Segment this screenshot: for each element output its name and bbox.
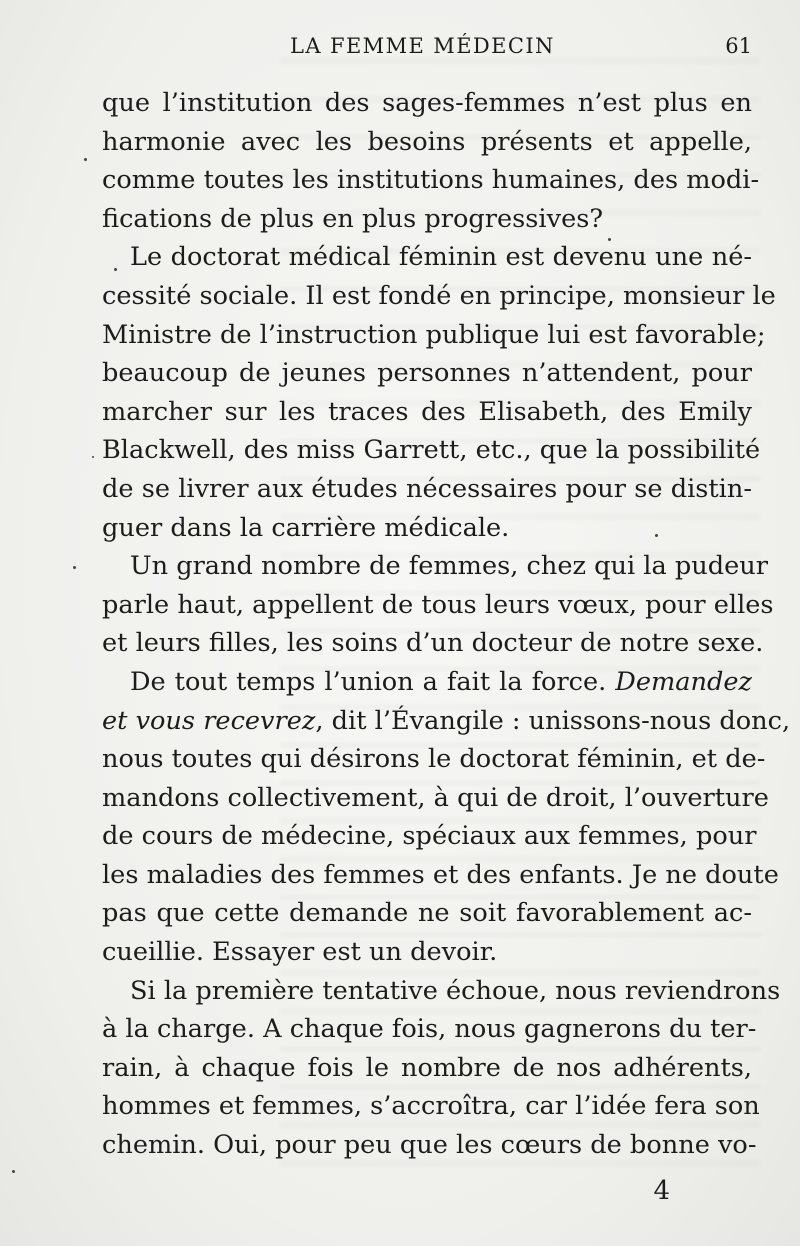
text-line: harmonie avec les besoins présents et appelle, xyxy=(102,126,752,157)
text-line: de se livrer aux études nécessaires pour se distin- xyxy=(102,473,752,504)
print-speck xyxy=(655,534,658,537)
text-run: , dit l’Évangile : unissons-nous donc, xyxy=(315,705,791,736)
text-line: à la charge. A chaque fois, nous gagnerons du ter- xyxy=(102,1014,757,1045)
print-speck xyxy=(12,1170,15,1173)
page-number: 61 xyxy=(725,34,752,58)
page-header xyxy=(290,34,752,68)
print-speck xyxy=(73,566,76,569)
text-line: Le doctorat médical féminin est devenu une né- xyxy=(130,242,752,273)
print-speck xyxy=(92,456,94,458)
running-title: LA FEMME MÉDECIN xyxy=(290,34,555,58)
signature-mark: 4 xyxy=(653,1176,670,1206)
text-line xyxy=(102,702,791,741)
text-line xyxy=(102,663,752,702)
text-line: et leurs filles, les soins d’un docteur de notre sexe. xyxy=(102,628,764,659)
text-line: Blackwell, des miss Garrett, etc., que la possibilité xyxy=(102,435,761,466)
text-line: de cours de médecine, spéciaux aux femmes, pour xyxy=(102,821,757,852)
italic-text: Demandez xyxy=(615,666,752,697)
text-line: Si la première tentative échoue, nous reviendrons xyxy=(130,975,781,1006)
text-line: parle haut, appellent de tous leurs vœux, pour elles xyxy=(102,589,774,620)
text-line: hommes et femmes, s’accroîtra, car l’idée fera son xyxy=(102,1091,760,1122)
text-line: que l’institution des sages-femmes n’est plus en xyxy=(102,88,752,118)
text-line: fications de plus en plus progressives? xyxy=(102,203,604,234)
print-speck xyxy=(608,238,611,241)
print-speck xyxy=(114,268,117,271)
text-line: mandons collectivement, à qui de droit, l’ouverture xyxy=(102,782,769,813)
text-line: chemin. Oui, pour peu que les cœurs de bonne vo- xyxy=(102,1130,757,1161)
text-line: marcher sur les traces des Elisabeth, des Emily xyxy=(102,396,752,427)
print-speck xyxy=(84,158,87,161)
text-run: De tout temps l’union a fait la force. xyxy=(130,666,616,697)
text-line: Un grand nombre de femmes, chez qui la pudeur xyxy=(130,551,768,582)
text-line: Ministre de l’instruction publique lui est favorable; xyxy=(102,319,766,350)
text-line: beaucoup de jeunes personnes n’attendent, pour xyxy=(102,358,752,389)
body-text xyxy=(102,84,791,1165)
text-line: cessité sociale. Il est fondé en principe, monsieur le xyxy=(102,280,776,311)
italic-text: et vous recevrez xyxy=(102,705,316,736)
text-line: guer dans la carrière médicale. xyxy=(102,512,510,543)
text-line: comme toutes les institutions humaines, des modi- xyxy=(102,165,760,196)
text-line: les maladies des femmes et des enfants. Je ne doute xyxy=(102,859,779,890)
text-line: nous toutes qui désirons le doctorat féminin, et de- xyxy=(102,744,766,775)
text-line: pas que cette demande ne soit favorablement ac- xyxy=(102,898,752,929)
text-line: cueillie. Essayer est un devoir. xyxy=(102,937,498,968)
text-line: rain, à chaque fois le nombre de nos adhérents, xyxy=(102,1052,752,1083)
